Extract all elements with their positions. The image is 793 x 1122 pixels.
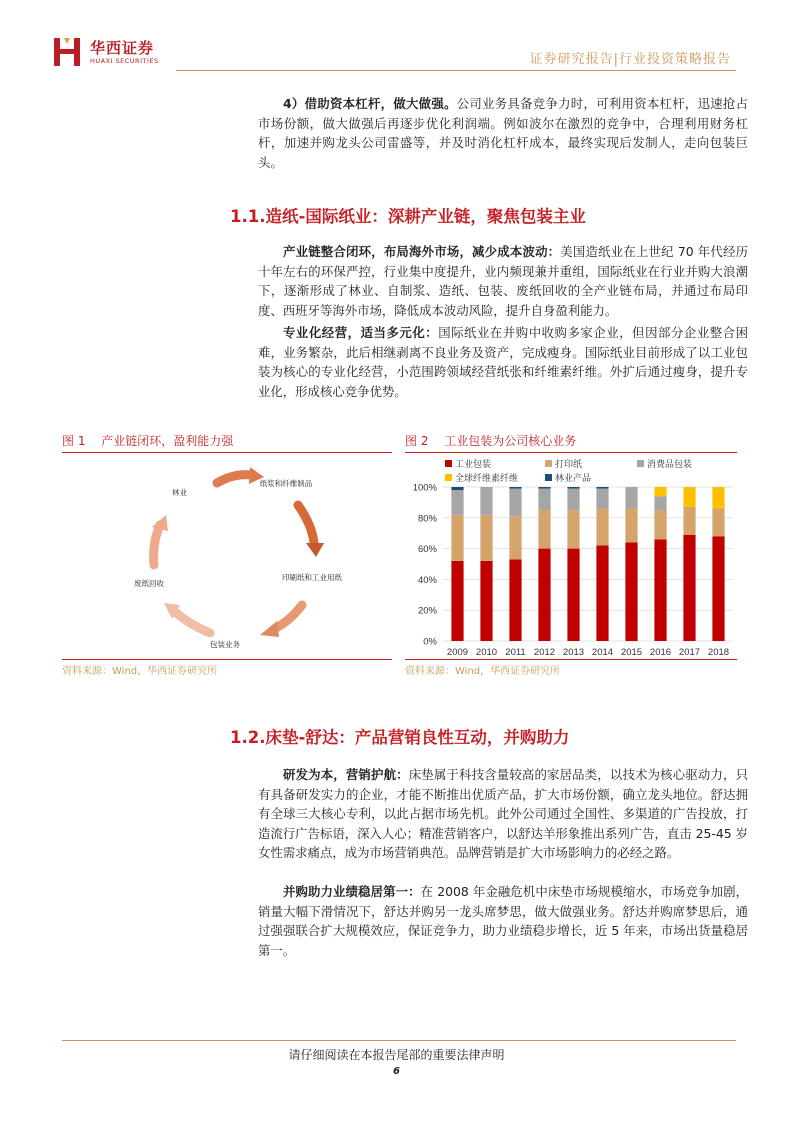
legend-swatch — [637, 460, 644, 467]
y-tick-label: 60% — [417, 544, 437, 556]
bar-segment — [567, 487, 579, 489]
x-tick-label: 2012 — [533, 647, 556, 658]
section-title-1-1: 1.1.造纸-国际纸业：深耕产业链，聚焦包装主业 — [230, 207, 586, 226]
header-divider — [176, 70, 736, 71]
legal-notice: 请仔细阅读在本报告尾部的重要法律声明 — [288, 1048, 505, 1062]
bar-segment — [654, 510, 666, 539]
page-header — [0, 0, 793, 80]
section1-p1-bold: 产业链整合闭环，布局海外市场，减少成本波动： — [283, 244, 561, 259]
cycle-arrow-1 — [217, 475, 252, 483]
figure1-bottom-line — [62, 659, 392, 660]
section2-p1-text: 床垫属于科技含量较高的家居品类，以技术为核心驱动力，只有具备研发实力的企业，才能不断推出优质产品，扩大市场份额，确立龙头地位。舒达拥有全球三大核心专利，以此占据市场先机。此外公司通过全国性、多渠道的广告投放，打造流行广告标语，深入人心；精准营销客户，以舒达羊形象推出系列广告，直击 25-45 岁女性需求痛点，成为市场营销典范。品牌营销是扩大市场影响力的必经之路。 — [258, 767, 749, 860]
bar-segment — [654, 496, 666, 510]
logo-english-name: HUAXI SECURITIES — [90, 57, 159, 65]
bar-segment — [509, 487, 521, 489]
figure1-source: 资料来源：Wind，华西证券研究所 — [62, 666, 218, 677]
y-tick-label: 80% — [417, 513, 437, 525]
section-title-1-2: 1.2.床垫-舒达：产品营销良性互动，并购助力 — [230, 728, 570, 747]
x-tick-label: 2016 — [649, 647, 672, 658]
cycle-arrowhead-3 — [260, 621, 279, 637]
bar-segment — [567, 510, 579, 548]
bar-segment — [509, 489, 521, 517]
figure2-source: 资料来源：Wind，华西证券研究所 — [405, 666, 561, 677]
y-tick-label: 40% — [417, 574, 437, 586]
bar-segment — [654, 539, 666, 641]
legend-label: 工业包装 — [455, 460, 492, 470]
legend-swatch — [445, 460, 452, 467]
y-tick-label: 100% — [412, 482, 437, 494]
section2-paragraph-2 — [258, 882, 748, 960]
page-number: 6 — [393, 1066, 400, 1077]
section1-p2-text: 国际纸业在并购中收购多家企业，但因部分企业整合困难，业务繁杂，此后相继剥离不良业务及资产，完成瘦身。国际纸业目前形成了以工业包装为核心的专业化经营，小范围跨领域经营纸张和纤维素纤维。外扩后通过瘦身，提升专业化，形成核心竞争优势。 — [258, 325, 749, 399]
bar-segment — [451, 487, 463, 490]
bar-segment — [712, 509, 724, 537]
cycle-node-recycling: 废纸回收 — [134, 579, 164, 588]
bar-segment — [625, 487, 637, 509]
bar-segment — [567, 489, 579, 511]
legend-swatch — [445, 474, 452, 481]
figure1-cycle-diagram — [62, 455, 392, 657]
legend-swatch — [545, 474, 552, 481]
bar-segment — [509, 516, 521, 559]
bar-segment — [683, 535, 695, 641]
logo-chinese-name: 华西证券 — [90, 39, 155, 57]
bar-segment — [480, 561, 492, 641]
y-tick-label: 0% — [423, 636, 437, 648]
section1-paragraph-2 — [258, 323, 748, 401]
figure1-title-line — [62, 452, 392, 453]
y-tick-label: 20% — [417, 605, 437, 617]
bar-segment — [683, 507, 695, 535]
figure2-bottom-line — [405, 659, 737, 660]
bar-segment — [538, 487, 550, 489]
x-tick-label: 2018 — [707, 647, 730, 658]
bar-segment — [480, 487, 492, 515]
bar-segment — [538, 510, 550, 548]
bar-segment — [712, 536, 724, 641]
bar-segment — [625, 509, 637, 543]
cycle-node-pulp-fiber: 纸浆和纤维制品 — [259, 479, 313, 488]
legend-label: 消费品包装 — [647, 460, 693, 470]
section2-paragraph-1 — [258, 765, 748, 863]
legend-swatch — [545, 460, 552, 467]
x-tick-label: 2014 — [591, 647, 614, 658]
bar-segment — [451, 490, 463, 515]
figure2-title: 图 2 工业包装为公司核心业务 — [405, 434, 577, 448]
figure1-title: 图 1 产业链闭环，盈利能力强 — [62, 434, 234, 448]
bar-segment — [451, 515, 463, 561]
legend-label: 林业产品 — [555, 474, 592, 484]
cycle-node-printing-paper: 印刷纸和工业用纸 — [282, 573, 342, 582]
bar-segment — [509, 559, 521, 641]
section1-p2-bold: 专业化经营，适当多元化： — [283, 325, 439, 340]
bar-segment — [625, 542, 637, 641]
legend-label: 打印纸 — [555, 460, 583, 470]
x-tick-label: 2013 — [562, 647, 585, 658]
section1-p1-text: 美国造纸业在上世纪 70 年代经历十年左右的环保严控，行业集中度提升，业内频现兼并重组，国际纸业在行业并购大浪潮下，逐渐形成了林业、自制浆、造纸、包装、废纸回收的全产业链布局，并通过布局印度、西班牙等海外市场，降低成本波动风险，提升自身盈利能力。 — [258, 244, 749, 318]
legend-label: 全球纤维素纤维 — [455, 474, 519, 484]
section1-paragraph-1 — [258, 242, 748, 320]
bar-segment — [596, 546, 608, 641]
section2-p2-text: 在 2008 年金融危机中床垫市场规模缩水，市场竞争加剧，销量大幅下滑情况下，舒达并购另一龙头席梦思，做大做强业务。舒达并购席梦思后，通过强强联合扩大规模效应，保证竞争力，助力业绩稳步增长，近 5 年来，市场出货量稳居第一。 — [258, 884, 748, 958]
bar-segment — [538, 549, 550, 641]
cycle-arrow-5 — [154, 525, 160, 565]
cycle-node-packaging: 包装业务 — [210, 640, 240, 649]
figure2-stacked-bar-chart — [405, 455, 737, 659]
cycle-arrow-2 — [298, 505, 314, 543]
cycle-arrowhead-2 — [306, 543, 324, 557]
bar-segment — [654, 487, 666, 496]
figure2-title-line — [405, 452, 737, 453]
bar-segment — [480, 515, 492, 561]
cycle-arrow-4 — [174, 611, 210, 633]
cycle-node-forestry: 林业 — [172, 488, 187, 497]
bar-segment — [451, 561, 463, 641]
bar-segment — [683, 487, 695, 507]
intro-paragraph — [258, 94, 748, 172]
section2-p2-bold: 并购助力业绩稳居第一： — [283, 884, 421, 899]
bar-segment — [712, 487, 724, 509]
huaxi-logo-icon — [52, 36, 82, 68]
footer-divider — [62, 1040, 736, 1041]
x-tick-label: 2015 — [620, 647, 643, 658]
x-tick-label: 2009 — [446, 647, 469, 658]
bar-segment — [567, 549, 579, 641]
bar-segment — [596, 487, 608, 489]
bar-segment — [596, 489, 608, 509]
intro-bold-lead: 4）借助资本杠杆，做大做强。 — [283, 96, 457, 111]
cycle-arrow-3 — [274, 605, 302, 629]
bar-segment — [538, 489, 550, 511]
report-type: 证券研究报告|行业投资策略报告 — [529, 52, 731, 67]
x-tick-label: 2017 — [678, 647, 701, 658]
x-tick-label: 2010 — [475, 647, 498, 658]
x-tick-label: 2011 — [505, 647, 526, 658]
bar-segment — [596, 509, 608, 546]
section2-p1-bold: 研发为本，营销护航： — [283, 767, 409, 782]
intro-text: 公司业务具备竞争力时，可利用资本杠杆，迅速抢占市场份额，做大做强后再逐步优化利润端。例如波尔在激烈的竞争中，合理利用财务杠杆，加速并购龙头公司雷盛等，并及时消化杠杆成本，最终实现后发制人，走向包装巨头。 — [258, 96, 749, 170]
